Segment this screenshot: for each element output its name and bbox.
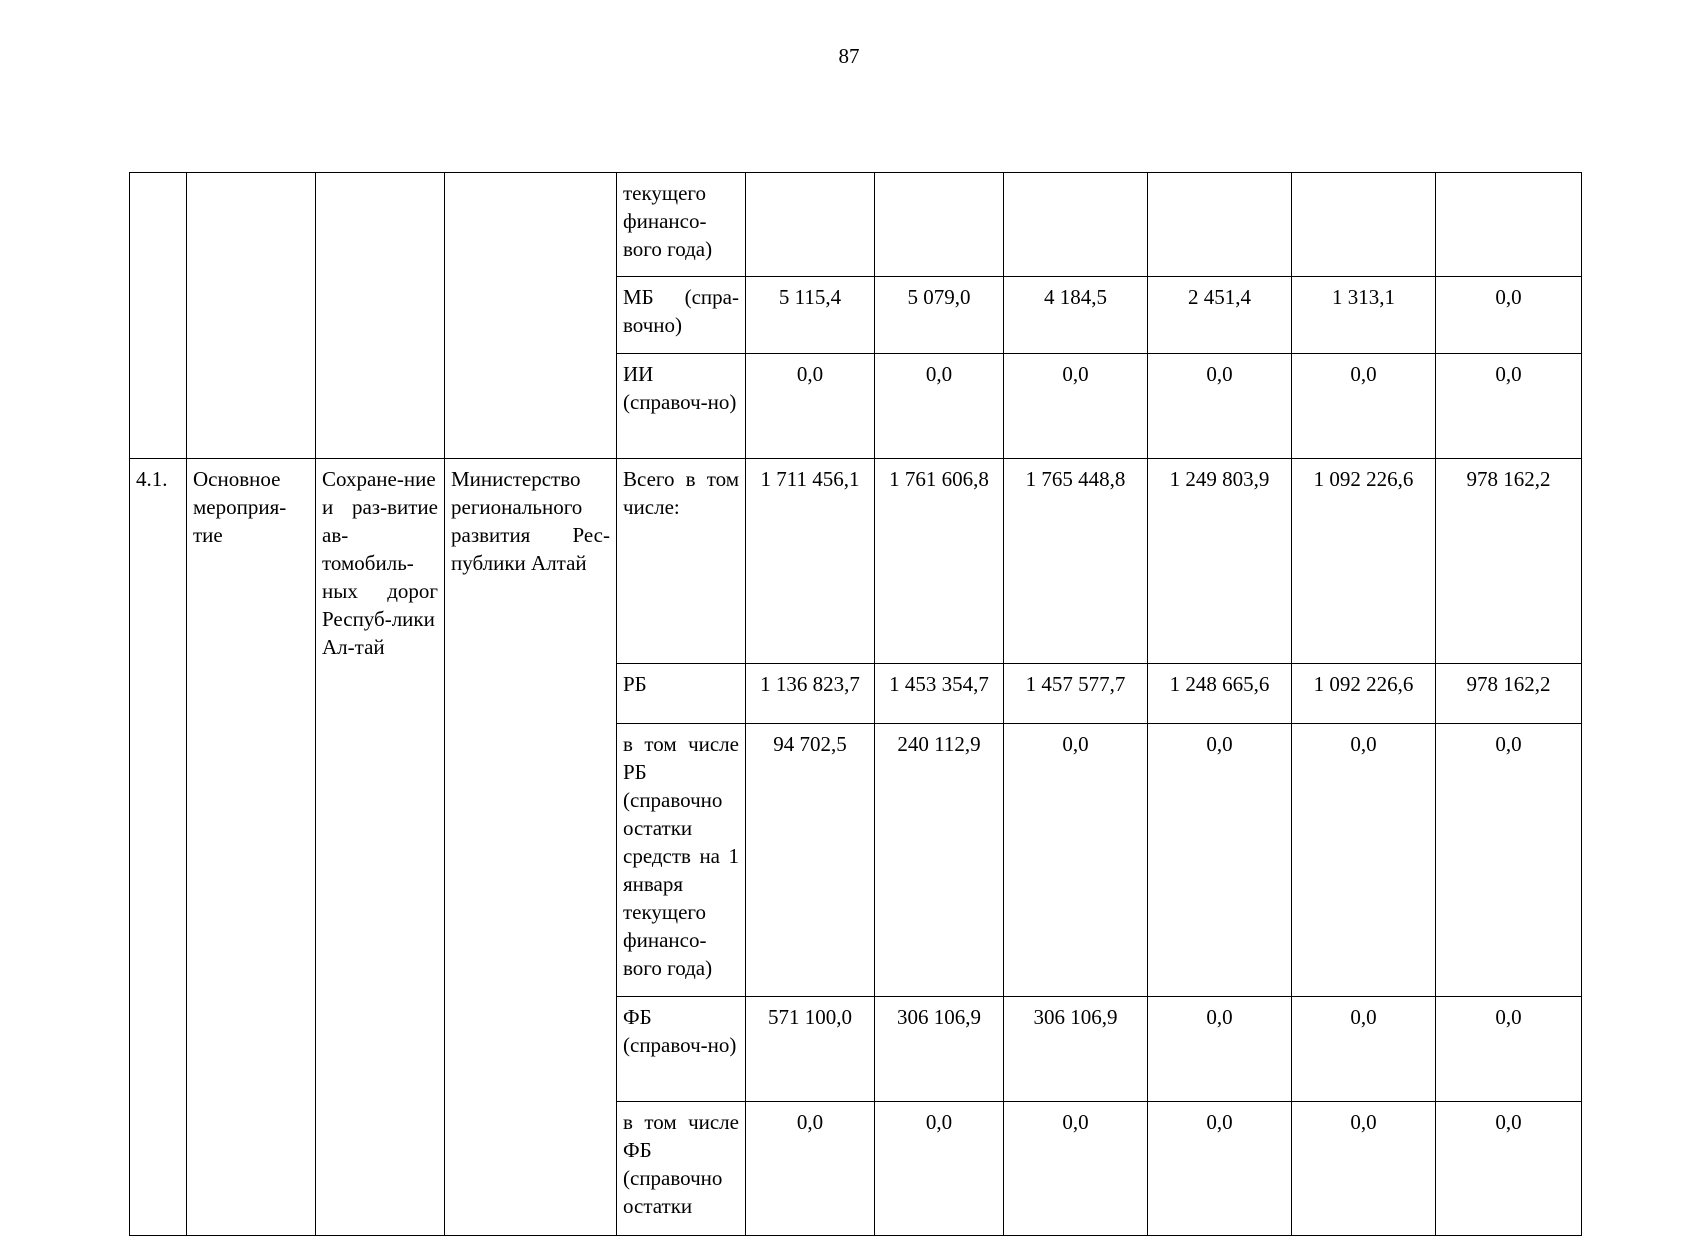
value-cell: 0,0: [1292, 996, 1436, 1101]
value-cell: 1 313,1: [1292, 277, 1436, 354]
item-name-cell: [316, 173, 445, 277]
funding-source-cell: ИИ (справоч-но): [617, 354, 746, 459]
value-cell: 0,0: [1292, 354, 1436, 459]
funding-source-cell: Всего в том числе:: [617, 459, 746, 664]
value-cell: 0,0: [1004, 723, 1148, 996]
value-cell: [1292, 173, 1436, 277]
value-cell: 0,0: [1004, 354, 1148, 459]
value-cell: 571 100,0: [746, 996, 875, 1101]
value-cell: 0,0: [1148, 723, 1292, 996]
value-cell: 1 136 823,7: [746, 663, 875, 723]
value-cell: 306 106,9: [1004, 996, 1148, 1101]
value-cell: 5 115,4: [746, 277, 875, 354]
value-cell: 4 184,5: [1004, 277, 1148, 354]
executor-cell: [445, 173, 617, 277]
table-row: [130, 277, 1582, 354]
value-cell: 1 711 456,1: [746, 459, 875, 664]
item-number-cell: 4.1.: [130, 459, 187, 664]
funding-source-cell: МБ (спра-вочно): [617, 277, 746, 354]
value-cell: 0,0: [1148, 1101, 1292, 1235]
value-cell: 5 079,0: [875, 277, 1004, 354]
funding-source-cell: в том числе ФБ (справочно остатки: [617, 1101, 746, 1235]
funding-source-cell: текущего финансо-вого года): [617, 173, 746, 277]
value-cell: 0,0: [1436, 277, 1582, 354]
value-cell: 1 092 226,6: [1292, 663, 1436, 723]
table-row: [130, 996, 1582, 1101]
value-cell: 0,0: [746, 1101, 875, 1235]
item-type-cell: Основное мероприя-тие: [187, 459, 316, 664]
value-cell: 0,0: [1436, 354, 1582, 459]
table-row: [130, 663, 1582, 723]
value-cell: 94 702,5: [746, 723, 875, 996]
value-cell: 978 162,2: [1436, 663, 1582, 723]
value-cell: 1 453 354,7: [875, 663, 1004, 723]
value-cell: 0,0: [1004, 1101, 1148, 1235]
value-cell: 2 451,4: [1148, 277, 1292, 354]
value-cell: 0,0: [746, 354, 875, 459]
value-cell: 1 457 577,7: [1004, 663, 1148, 723]
funding-source-cell: РБ: [617, 663, 746, 723]
value-cell: 0,0: [875, 1101, 1004, 1235]
value-cell: 1 765 448,8: [1004, 459, 1148, 664]
value-cell: 0,0: [1292, 723, 1436, 996]
table-row: [130, 459, 1582, 664]
value-cell: 1 248 665,6: [1148, 663, 1292, 723]
value-cell: [746, 173, 875, 277]
value-cell: [1148, 173, 1292, 277]
value-cell: 0,0: [1436, 996, 1582, 1101]
value-cell: 0,0: [1148, 354, 1292, 459]
value-cell: 0,0: [1436, 723, 1582, 996]
table-row: [130, 354, 1582, 459]
value-cell: 240 112,9: [875, 723, 1004, 996]
funding-source-cell: ФБ (справоч-но): [617, 996, 746, 1101]
funding-source-cell: в том числе РБ (справочно остатки средств на 1 января текущего финансо-вого года): [617, 723, 746, 996]
table-row: [130, 173, 1582, 277]
value-cell: 0,0: [1148, 996, 1292, 1101]
value-cell: 306 106,9: [875, 996, 1004, 1101]
value-cell: [1436, 173, 1582, 277]
value-cell: 978 162,2: [1436, 459, 1582, 664]
value-cell: 0,0: [875, 354, 1004, 459]
value-cell: [1004, 173, 1148, 277]
value-cell: [875, 173, 1004, 277]
table-row: [130, 1101, 1582, 1235]
page-number: 87: [838, 44, 860, 68]
value-cell: 0,0: [1292, 1101, 1436, 1235]
item-number-cell: [130, 173, 187, 277]
item-type-cell: [187, 173, 316, 277]
value-cell: 0,0: [1436, 1101, 1582, 1235]
executor-cell: Министерство регионального развития Рес-публики Алтай: [445, 459, 617, 664]
item-name-cell: Сохране-ние и раз-витие ав-томобиль-ных дорог Респуб-лики Ал-тай: [316, 459, 445, 664]
budget-table: [129, 172, 1582, 1236]
table-row: [130, 723, 1582, 996]
value-cell: 1 092 226,6: [1292, 459, 1436, 664]
value-cell: 1 761 606,8: [875, 459, 1004, 664]
value-cell: 1 249 803,9: [1148, 459, 1292, 664]
